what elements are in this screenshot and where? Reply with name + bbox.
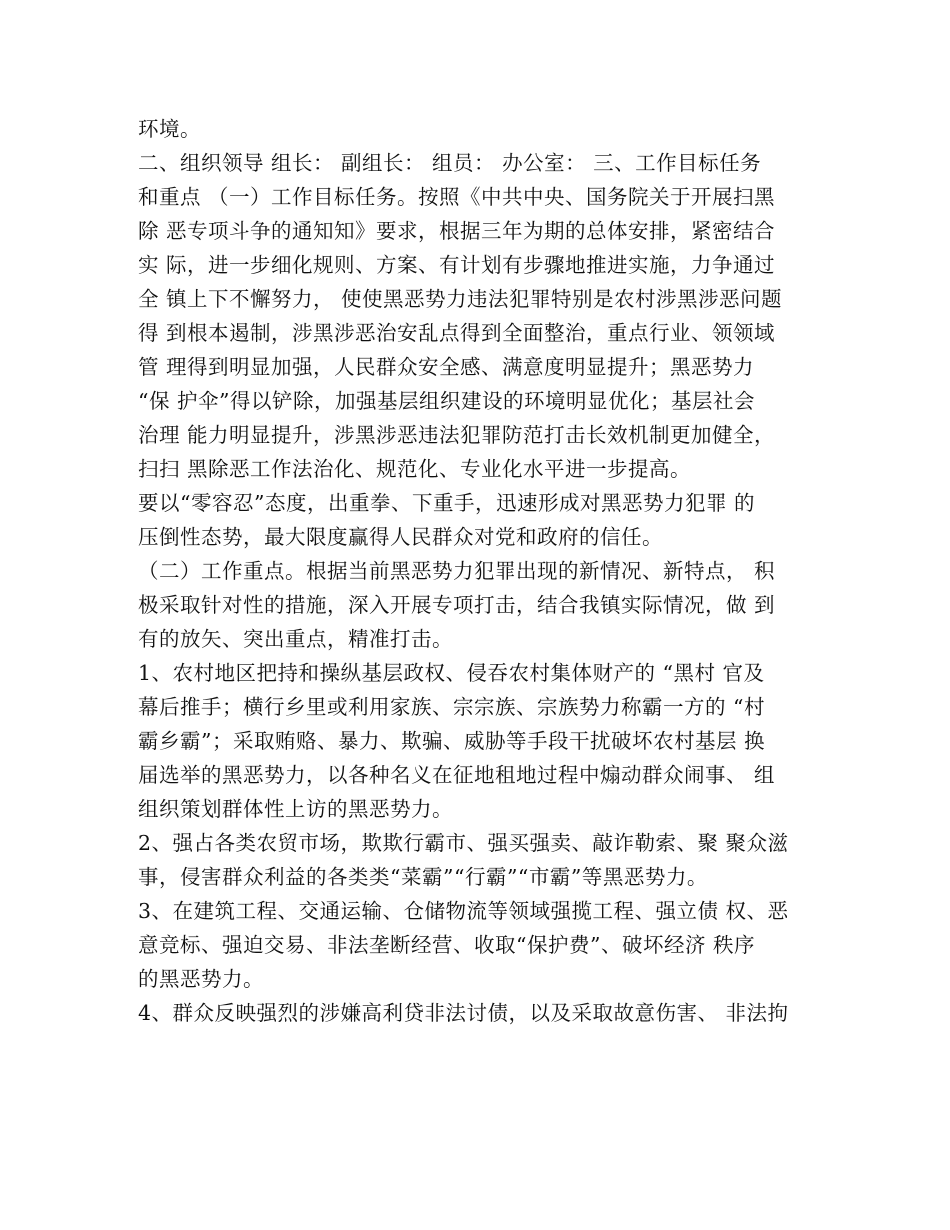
text-line: 4、群众反映强烈的涉嫌高利贷非法讨债，以及采取故意伤害、 非法拘 [138,1001,789,1025]
document-body [138,112,818,1030]
text-line: 压倒性态势，最大限度赢得人民群众对党和政府的信任。 [138,525,663,549]
text-line: 得 到根本遏制，涉黑涉恶治安乱点得到全面整治，重点行业、领领域 [138,321,776,345]
text-line: 二、组织领导 组长： 副组长： 组员： 办公室： 三、工作目标任务 [138,151,762,175]
text-line: 有的放矢、突出重点，精准打击。 [138,627,453,651]
text-line: 极采取针对性的措施，深入开展专项打击，结合我镇实际情况，做 到 [138,593,776,617]
text-line: 要以“零容忍”态度，出重拳、下重手，迅速形成对黑恶势力犯罪 的 [138,491,755,515]
text-line: 3、在建筑工程、交通运输、仓储物流等领域强揽工程、强立债 权、恶 [138,899,789,923]
text-line: 2、强占各类农贸市场，欺欺行霸市、强买强卖、敲诈勒索、聚 聚众滋 [138,831,789,855]
text-line: 和重点 （一）工作目标任务。按照《中共中央、国务院关于开展扫黑 [138,185,776,209]
text-line: 届选举的黑恶势力，以各种名义在征地租地过程中煽动群众闹事、 组 [138,763,776,787]
text-line: 治理 能力明显提升，涉黑涉恶违法犯罪防范打击长效机制更加健全， [138,423,776,447]
text-line: 1、农村地区把持和操纵基层政权、侵吞农村集体财产的 “黑村 官及 [138,661,765,685]
text-line: 霸乡霸”；采取贿赂、暴力、欺骗、威胁等手段干扰破坏农村基层 换 [138,729,765,753]
text-line: 管 理得到明显加强，人民群众安全感、满意度明显提升；黑恶势力 [138,355,755,379]
text-line: 事，侵害群众利益的各类类“菜霸”“行霸”“市霸”等黑恶势力。 [138,865,708,889]
text-line: 环境。 [138,117,201,141]
text-line: 组织策划群体性上访的黑恶势力。 [138,797,453,821]
text-line: 全 镇上下不懈努力， 使使黑恶势力违法犯罪特别是农村涉黑涉恶问题 [138,287,783,311]
text-line: 扫扫 黑除恶工作法治化、规范化、专业化水平进一步提高。 [138,457,692,481]
text-line: 幕后推手；横行乡里或利用家族、宗宗族、宗族势力称霸一方的 “村 [138,695,765,719]
text-line: 的黑恶势力。 [138,967,264,991]
text-line: “保 护伞”得以铲除，加强基层组织建设的环境明显优化；基层社会 [138,389,755,413]
text-line: （二）工作重点。根据当前黑恶势力犯罪出现的新情况、新特点， 积 [138,559,776,583]
text-line: 除 恶专项斗争的通知知》要求，根据三年为期的总体安排，紧密结合 [138,219,776,243]
text-line: 实 际，进一步细化规则、方案、有计划有步骤地推进实施，力争通过 [138,253,776,277]
text-line: 意竞标、强迫交易、非法垄断经营、收取“保护费”、破坏经济 秩序 [138,933,755,957]
